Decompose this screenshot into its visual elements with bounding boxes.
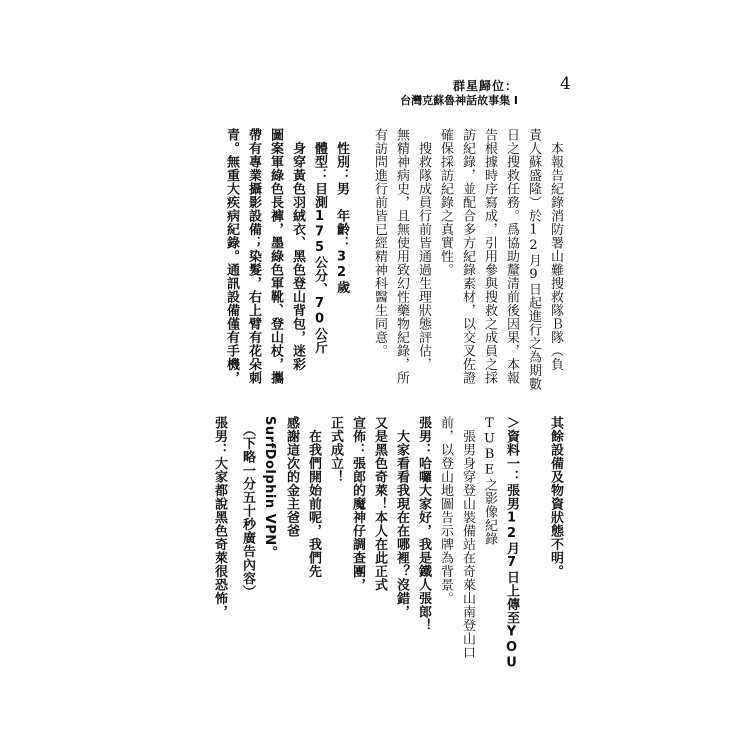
body-column: 無精神病史，且無使用致幻性藥物紀錄，所 [394,128,409,385]
body-column: ＞資料一：張男12月7日上傳至YOU [504,416,519,671]
body-column: 告根據時序寫成，引用參與搜救之成員之採 [482,128,497,385]
body-column: SurfDolphin VPN。 [262,416,277,560]
body-column: 日之搜救任務。爲協助釐清前後因果，本報 [504,128,519,385]
body-column: 張男：大家都說黑色奇萊很恐怖， [212,416,227,619]
running-header-subtitle: 台灣克蘇魯神話故事集 I [400,94,518,107]
body-column: 圖案軍綠色長褲，墨綠色軍靴、登山杖，攜 [268,128,283,385]
body-column: 責人蘇盛隆）於12月9日起進行之為期數 [526,128,541,391]
body-column: 感謝這次的金主爸爸 [284,416,299,538]
body-column: 正式成立！ [328,416,343,484]
body-column: 帶有專業攝影設備；染髮，右上臂有花朵刺 [246,128,261,385]
body-column: 前，以登山地圖告示牌為背景。 [438,416,453,605]
body-column: 有訪問進行前皆已經精神科醫生同意。 [372,128,387,358]
body-column: 大家看看我現在在哪裡？沒錯， [394,416,409,619]
running-header-title: 群星歸位： [452,79,518,93]
body-column: 在我們開始前呢，我們先 [306,416,321,578]
body-column: 確保採訪紀錄之真實性。 [438,128,453,277]
body-column: 性別：男 年齡：32歲 [334,128,349,294]
body-column: 搜救隊成員行前皆通過生理狀態評估， [416,128,431,371]
body-column: 張男身穿登山裝備站在奇萊山南登山口 [460,416,475,659]
body-column: 又是黑色奇萊！本人在此正式 [372,416,387,592]
body-column: 其餘設備及物資狀態不明。 [548,416,563,578]
body-column: 訪紀錄，並配合多方紀錄素材，以交叉佐證 [460,128,475,385]
body-column: 宣佈：張郎的魔神仔調查團， [350,416,365,592]
body-column: 青。無重大疾病紀錄。通訊設備僅有手機， [224,128,239,385]
body-column: 張男：哈囉大家好，我是鐵人張郎！ [416,416,431,632]
body-column: （下略一分五十秒廣告內容） [240,416,255,599]
body-column: 本報告紀錄消防署山難搜救隊Ｂ隊（負 [548,128,563,371]
page-number: 4 [560,74,571,94]
body-column: 身穿黃色羽絨衣、黑色登山背包，迷彩 [290,128,305,371]
body-column: 體型：目測175公分、70公斤 [312,128,327,354]
body-column: TUBE之影像紀錄 [482,416,497,546]
